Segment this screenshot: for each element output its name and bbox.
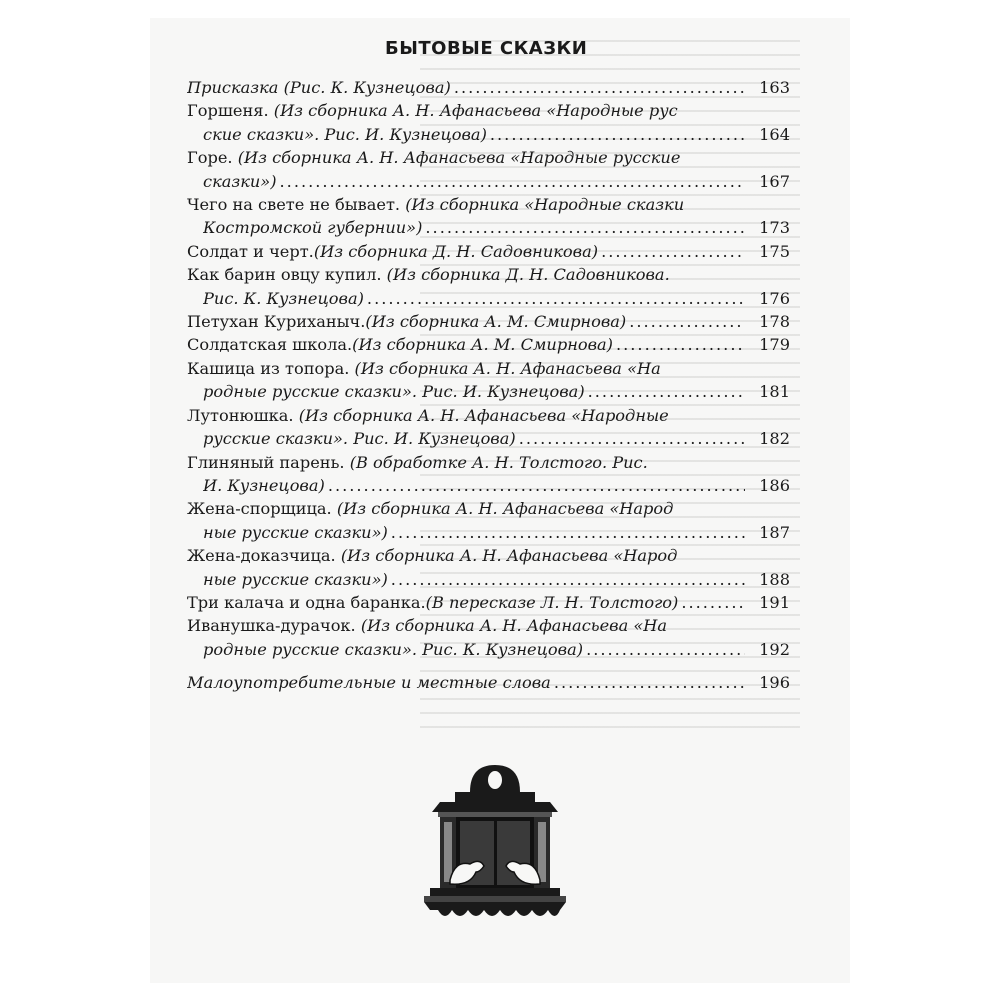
entry-title: Кашица из топора. xyxy=(187,358,355,378)
entry-title: Горе. xyxy=(187,148,238,168)
entry-title: Глиняный парень. xyxy=(187,452,350,472)
toc-entry[interactable] xyxy=(187,240,790,263)
toc-entry[interactable] xyxy=(187,497,790,544)
dot-leader xyxy=(391,521,745,544)
entry-title: Три калача и одна баранка. xyxy=(187,592,426,612)
toc-entry[interactable] xyxy=(187,333,790,356)
dot-leader xyxy=(425,216,745,239)
page-number: 163 xyxy=(759,78,790,97)
entry-source: (В обработке А. Н. Толстого. Рис. xyxy=(349,452,648,472)
table-of-contents xyxy=(187,76,790,695)
dot-leader xyxy=(629,310,745,333)
entry-title: Солдат и черт. xyxy=(187,241,314,261)
page-number: 187 xyxy=(759,522,790,542)
dot-leader xyxy=(367,287,745,310)
entry-source: (В пересказе Л. Н. Толстого) xyxy=(425,592,679,612)
entry-source-cont: русские сказки». Рис. И. Кузнецова) xyxy=(203,429,516,449)
entry-title: Иванушка-дурачок. xyxy=(187,616,361,636)
toc-entry[interactable] xyxy=(187,404,790,451)
entry-source: (Из сборника «Народные сказки xyxy=(405,195,685,215)
entry-source-cont: ные русские сказки») xyxy=(203,569,388,589)
dot-leader xyxy=(601,240,745,263)
entry-source-cont: Костромской губернии») xyxy=(203,218,423,238)
toc-entry[interactable] xyxy=(187,263,790,310)
toc-entry[interactable] xyxy=(187,310,790,333)
dot-leader xyxy=(519,427,745,450)
dot-leader xyxy=(554,671,745,694)
entry-source: (Из сборника А. Н. Афанасьева «На xyxy=(360,616,668,636)
entry-title: Присказка (Рис. К. Кузнецова) xyxy=(187,78,451,97)
dot-leader xyxy=(588,380,745,403)
toc-entry[interactable] xyxy=(187,591,790,614)
page-number: 178 xyxy=(759,312,790,332)
entry-title: Петухан Куриханыч. xyxy=(187,312,366,332)
page-number: 176 xyxy=(759,288,790,308)
entry-title: Солдатская школа. xyxy=(187,335,353,355)
entry-source: (Из сборника А. М. Смирнова) xyxy=(365,312,627,332)
entry-source: (Из сборника А. Н. Афанасьева «Народные русские xyxy=(237,148,681,168)
page-number: 196 xyxy=(759,673,790,693)
entry-source-cont: родные русские сказки». Рис. К. Кузнецова) xyxy=(203,639,584,659)
toc-entry[interactable] xyxy=(187,193,790,240)
dot-leader xyxy=(616,333,745,356)
page-number: 175 xyxy=(759,241,790,261)
entry-source-cont: ные русские сказки») xyxy=(203,522,388,542)
page-number: 164 xyxy=(759,124,790,144)
toc-entry[interactable] xyxy=(187,544,790,591)
toc-entry[interactable] xyxy=(187,614,790,661)
page-number: 181 xyxy=(759,382,790,402)
toc-entry[interactable] xyxy=(187,99,790,146)
dot-leader xyxy=(454,76,745,99)
entry-title: Как барин овцу купил. xyxy=(187,265,387,285)
toc-entry[interactable] xyxy=(187,146,790,193)
toc-entry[interactable] xyxy=(187,76,790,99)
section-title: БЫТОВЫЕ СКАЗКИ xyxy=(385,38,588,59)
entry-title: Лутонюшка. xyxy=(187,405,299,425)
dot-leader xyxy=(681,591,745,614)
entry-source: (Из сборника А. Н. Афанасьева «На xyxy=(354,358,661,378)
entry-source: (Из сборника А. М. Смирнова) xyxy=(352,335,613,355)
dot-leader xyxy=(280,170,745,193)
toc-entry[interactable] xyxy=(187,357,790,404)
page-number: 167 xyxy=(759,171,790,191)
entry-source-cont: ские сказки». Рис. И. Кузнецова) xyxy=(203,124,487,144)
page-number: 192 xyxy=(759,639,790,659)
toc-entry[interactable] xyxy=(187,451,790,498)
entry-source: (Из сборника А. Н. Афанасьева «Народные рус xyxy=(273,101,678,121)
page-number: 186 xyxy=(759,475,790,495)
toc-entry-glossary[interactable] xyxy=(187,671,790,694)
entry-title: Жена-доказчица. xyxy=(187,546,341,566)
page-number: 191 xyxy=(759,592,790,612)
entry-title: Горшеня. xyxy=(187,101,274,121)
entry-source-cont: И. Кузнецова) xyxy=(203,475,325,495)
dot-leader xyxy=(328,474,745,497)
dot-leader xyxy=(586,638,745,661)
page-number: 179 xyxy=(759,335,790,355)
page-number: 173 xyxy=(759,218,790,238)
entry-source: (Из сборника А. Н. Афанасьева «Народные xyxy=(298,405,669,425)
page-number: 182 xyxy=(759,429,790,449)
entry-source-cont: родные русские сказки». Рис. И. Кузнецова) xyxy=(203,382,585,402)
entry-source: (Из сборника А. Н. Афанасьева «Народ xyxy=(340,546,678,566)
entry-source: (Из сборника Д. Н. Садовникова. xyxy=(386,265,670,285)
entry-source: (Из сборника Д. Н. Садовникова) xyxy=(313,241,599,261)
entry-title: Чего на свете не бывает. xyxy=(187,195,406,215)
entry-title: Малоупотребительные и местные слова xyxy=(187,673,551,693)
entry-title: Жена-спорщица. xyxy=(187,499,337,519)
dot-leader xyxy=(490,123,745,146)
window-doves-illustration xyxy=(410,760,580,925)
entry-source: (Из сборника А. Н. Афанасьева «Народ xyxy=(336,499,674,519)
page-number: 188 xyxy=(759,569,790,589)
dot-leader xyxy=(391,568,745,591)
entry-source-cont: сказки») xyxy=(203,171,277,191)
entry-source-cont: Рис. К. Кузнецова) xyxy=(203,288,364,308)
